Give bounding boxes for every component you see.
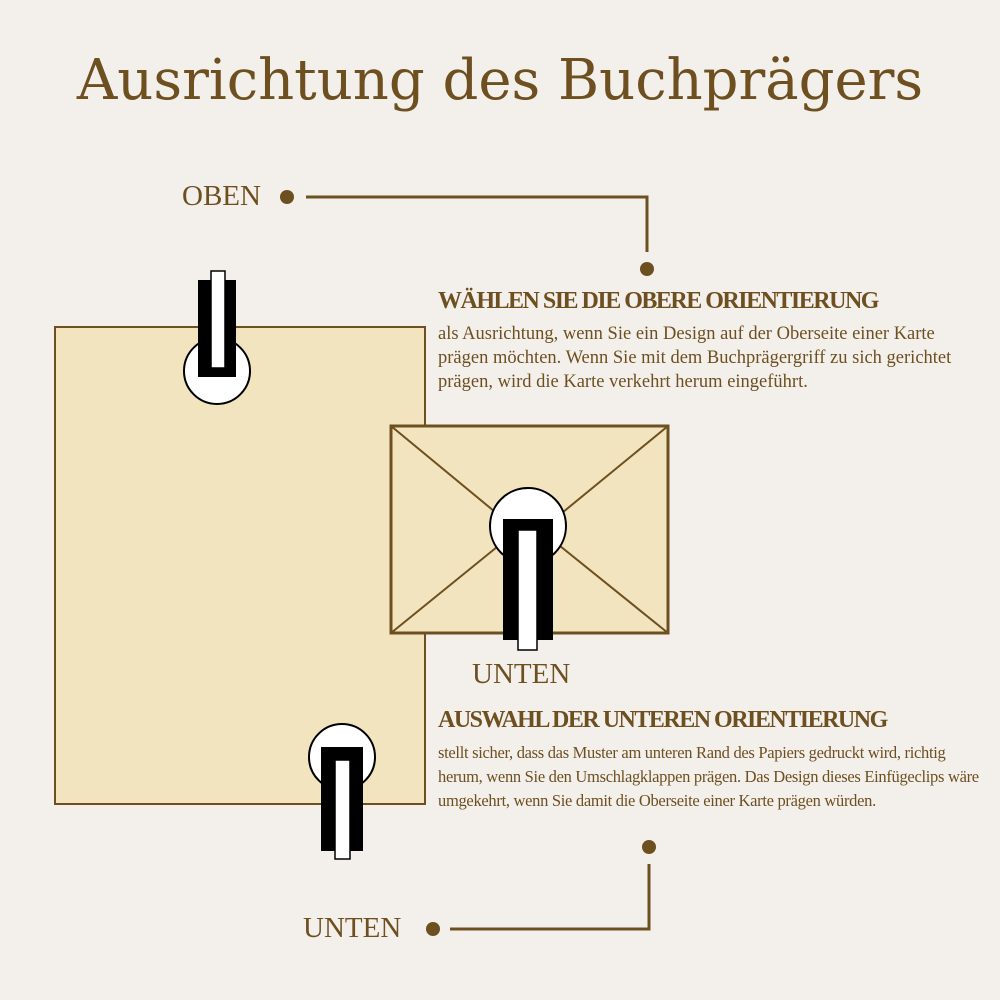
bottom-heading-dot [642,840,656,854]
top-heading-dot [640,262,654,276]
bottom-label-dot [426,922,440,936]
top-connector [306,197,647,252]
bottom-section-body: stellt sicher, dass das Muster am unteren Rand des Papiers gedruckt wird, richtig herum, wenn Sie den Umschlagklappen prägen. Das Design dieses Einfügeclips wäre umgekehrt, wenn Sie damit die Oberseite einer Karte prägen würden. [438,743,979,810]
card-paper [55,327,425,804]
page-title: Ausrichtung des Buchprägers [76,48,924,113]
bottom-orientation-label: UNTEN [303,912,402,944]
top-section-heading: WÄHLEN SIE DIE OBERE ORIENTIERUNG [438,288,878,314]
top-orientation-label: OBEN [182,180,261,212]
bottom-section-heading: AUSWAHL DER UNTEREN ORIENTIERUNG [438,707,887,733]
top-section-body: als Ausrichtung, wenn Sie ein Design auf der Oberseite einer Karte prägen möchten. Wenn Sie mit dem Buchprägergriff zu sich gerichtet prägen, wird die Karte verkehrt herum eingeführt. [438,324,952,392]
top-label-dot [280,190,294,204]
bottom-connector [450,864,649,929]
middle-bottom-label: UNTEN [472,658,571,690]
